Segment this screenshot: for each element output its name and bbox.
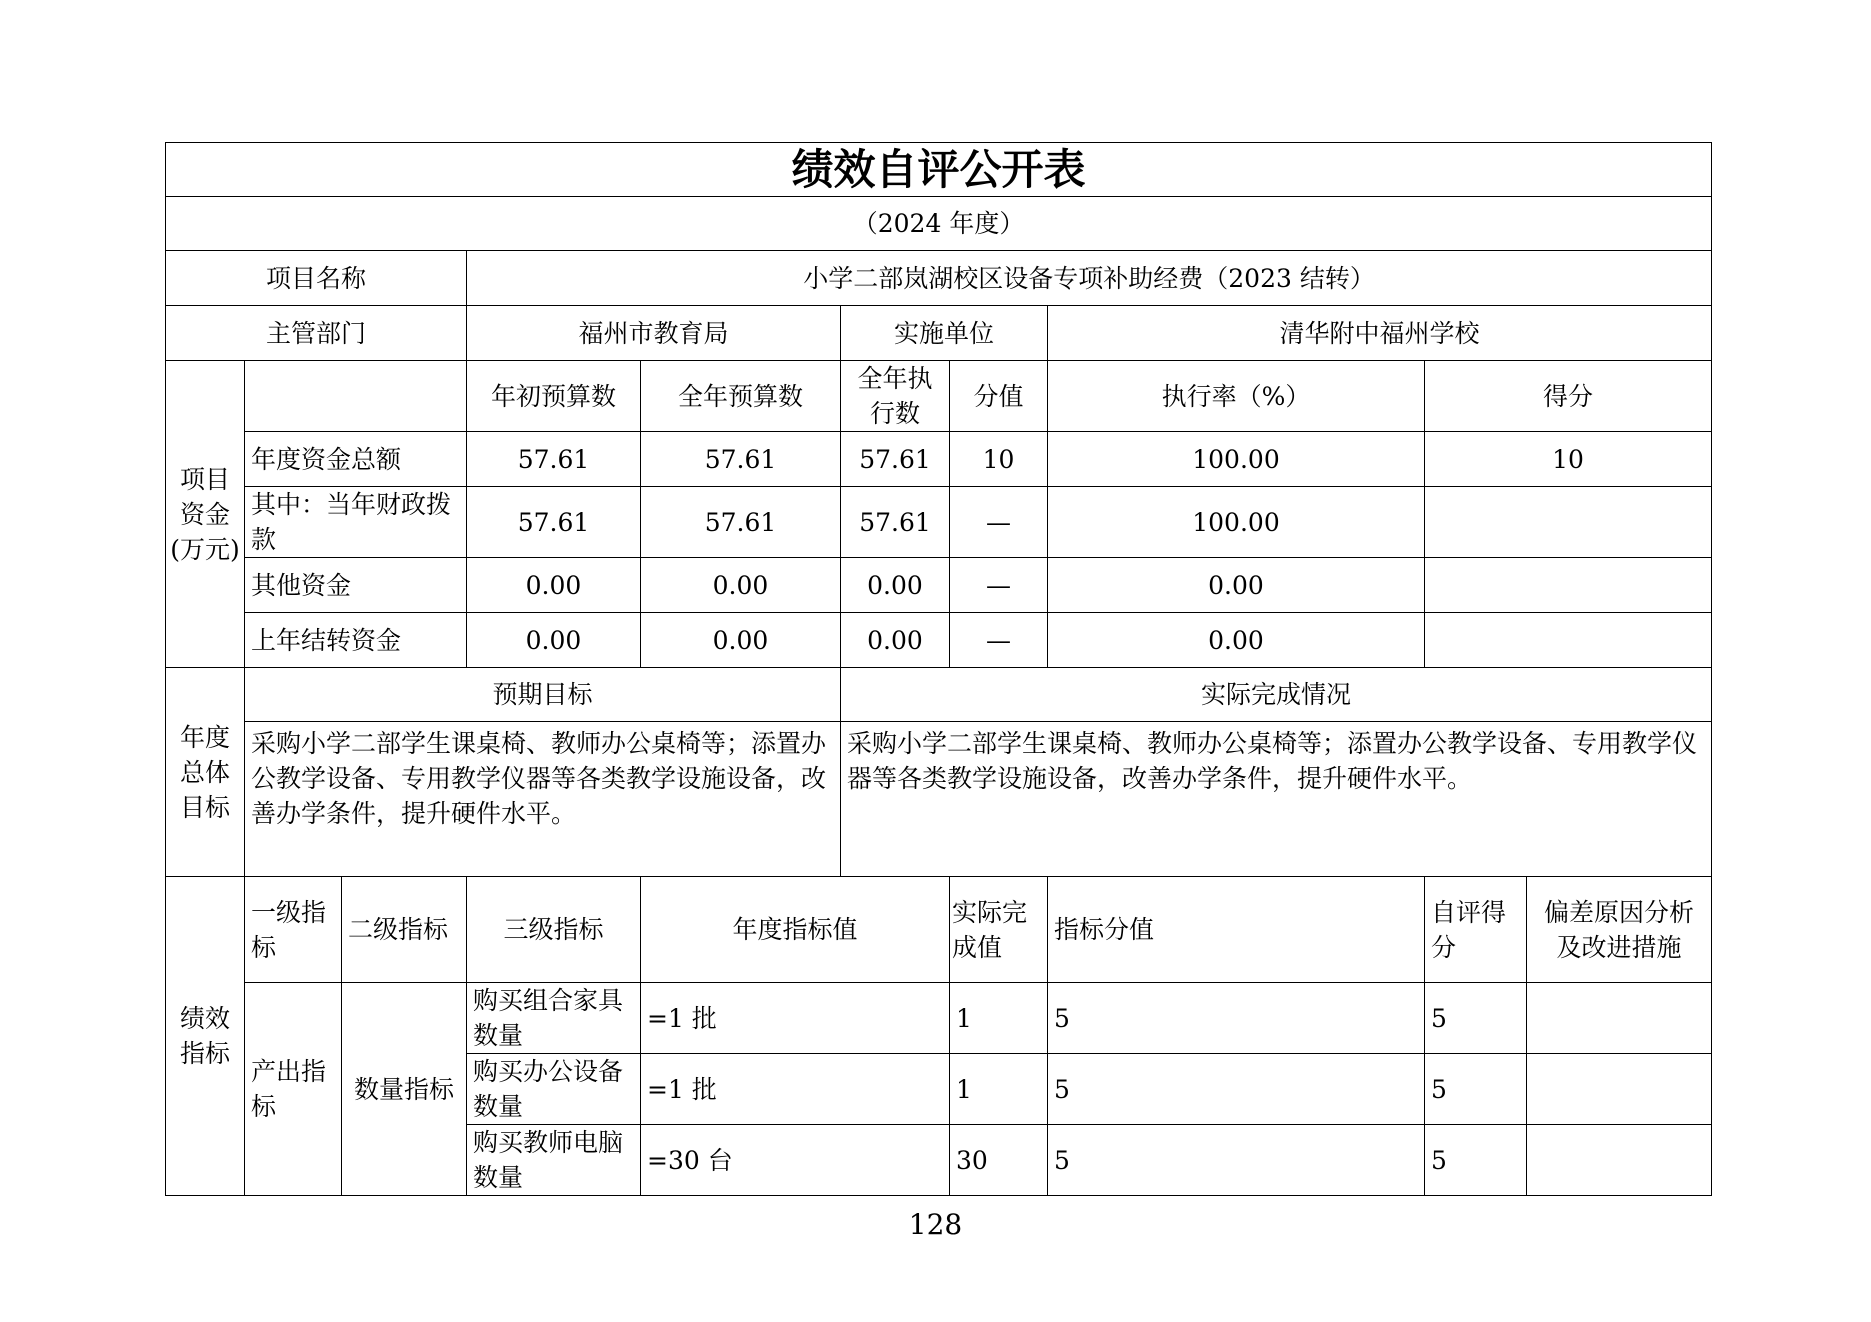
level2-value: 数量指标 <box>342 983 467 1196</box>
funds-header-blank <box>245 361 467 432</box>
level1-value: 产出指标 <box>245 983 342 1196</box>
header-full-budget: 全年预算数 <box>641 361 841 432</box>
funds-row-rate: 0.00 <box>1048 558 1425 613</box>
funds-row-score <box>1425 558 1712 613</box>
funds-row <box>166 487 1712 558</box>
indicator-score-value: 5 <box>1048 1054 1425 1125</box>
header-actual-value: 实际完成值 <box>950 877 1048 983</box>
unit-label: 实施单位 <box>841 306 1048 361</box>
indicator-row <box>166 983 1712 1054</box>
funds-row-label: 其他资金 <box>245 558 467 613</box>
funds-row-initial: 0.00 <box>467 558 641 613</box>
header-level2: 二级指标 <box>342 877 467 983</box>
funds-row-initial: 57.61 <box>467 432 641 487</box>
header-level3: 三级指标 <box>467 877 641 983</box>
indicator-actual-value: 1 <box>950 983 1048 1054</box>
funds-row <box>166 558 1712 613</box>
indicator-actual-value: 1 <box>950 1054 1048 1125</box>
funds-row-label: 年度资金总额 <box>245 432 467 487</box>
project-name-label: 项目名称 <box>166 251 467 306</box>
expected-goal-header: 预期目标 <box>245 668 841 722</box>
funds-row-full: 0.00 <box>641 558 841 613</box>
actual-goal-text: 采购小学二部学生课桌椅、教师办公桌椅等；添置办公教学设备、专用教学仪器等各类教学设施设备，改善办学条件，提升硬件水平。 <box>841 722 1712 877</box>
indicator-annual-value: =1 批 <box>641 1054 950 1125</box>
header-executed: 全年执行数 <box>841 361 950 432</box>
header-score-value: 分值 <box>950 361 1048 432</box>
project-name-value: 小学二部岚湖校区设备专项补助经费（2023 结转） <box>467 251 1712 306</box>
funds-row-score-value: — <box>950 487 1048 558</box>
funds-row-score-value: — <box>950 558 1048 613</box>
funds-row-score-value: — <box>950 613 1048 668</box>
indicator-deviation <box>1527 983 1712 1054</box>
dept-label: 主管部门 <box>166 306 467 361</box>
indicator-actual-value: 30 <box>950 1125 1048 1196</box>
table-title: 绩效自评公开表 <box>166 143 1712 197</box>
indicator-level3: 购买组合家具数量 <box>467 983 641 1054</box>
indicator-score-value: 5 <box>1048 1125 1425 1196</box>
funds-row-executed: 0.00 <box>841 613 950 668</box>
indicator-self-score: 5 <box>1425 1054 1527 1125</box>
header-level1: 一级指标 <box>245 877 342 983</box>
dept-value: 福州市教育局 <box>467 306 841 361</box>
goals-side-label: 年度总体目标 <box>166 668 245 877</box>
funds-row-full: 57.61 <box>641 432 841 487</box>
funds-row-label: 其中：当年财政拨款 <box>245 487 467 558</box>
indicator-self-score: 5 <box>1425 1125 1527 1196</box>
performance-table <box>165 142 1712 1196</box>
funds-row-initial: 0.00 <box>467 613 641 668</box>
expected-goal-text: 采购小学二部学生课桌椅、教师办公桌椅等；添置办公教学设备、专用教学仪器等各类教学设施设备，改善办学条件，提升硬件水平。 <box>245 722 841 877</box>
header-initial-budget: 年初预算数 <box>467 361 641 432</box>
funds-row-score <box>1425 487 1712 558</box>
indicator-annual-value: =1 批 <box>641 983 950 1054</box>
indicator-self-score: 5 <box>1425 983 1527 1054</box>
funds-row-score-value: 10 <box>950 432 1048 487</box>
funds-row <box>166 432 1712 487</box>
indicator-level3: 购买教师电脑数量 <box>467 1125 641 1196</box>
header-deviation: 偏差原因分析及改进措施 <box>1527 877 1712 983</box>
funds-row-rate: 100.00 <box>1048 432 1425 487</box>
funds-row-full: 0.00 <box>641 613 841 668</box>
indicator-deviation <box>1527 1125 1712 1196</box>
indicator-score-value: 5 <box>1048 983 1425 1054</box>
header-score: 得分 <box>1425 361 1712 432</box>
funds-row-rate: 0.00 <box>1048 613 1425 668</box>
funds-row-label: 上年结转资金 <box>245 613 467 668</box>
funds-row-executed: 57.61 <box>841 432 950 487</box>
funds-row-full: 57.61 <box>641 487 841 558</box>
funds-row-score: 10 <box>1425 432 1712 487</box>
header-rate: 执行率（%） <box>1048 361 1425 432</box>
header-annual-value: 年度指标值 <box>641 877 950 983</box>
funds-row-score <box>1425 613 1712 668</box>
indicator-annual-value: =30 台 <box>641 1125 950 1196</box>
funds-row <box>166 613 1712 668</box>
year-label: （2024 年度） <box>166 197 1712 251</box>
header-self-score: 自评得分 <box>1425 877 1527 983</box>
page-number: 128 <box>908 1208 963 1241</box>
unit-value: 清华附中福州学校 <box>1048 306 1712 361</box>
funds-row-executed: 0.00 <box>841 558 950 613</box>
header-indicator-score: 指标分值 <box>1048 877 1425 983</box>
actual-goal-header: 实际完成情况 <box>841 668 1712 722</box>
funds-row-initial: 57.61 <box>467 487 641 558</box>
funds-row-rate: 100.00 <box>1048 487 1425 558</box>
indicators-side-label: 绩效指标 <box>166 877 245 1196</box>
funds-side-label: 项目资金(万元) <box>166 361 245 668</box>
funds-row-executed: 57.61 <box>841 487 950 558</box>
indicator-level3: 购买办公设备数量 <box>467 1054 641 1125</box>
indicator-deviation <box>1527 1054 1712 1125</box>
